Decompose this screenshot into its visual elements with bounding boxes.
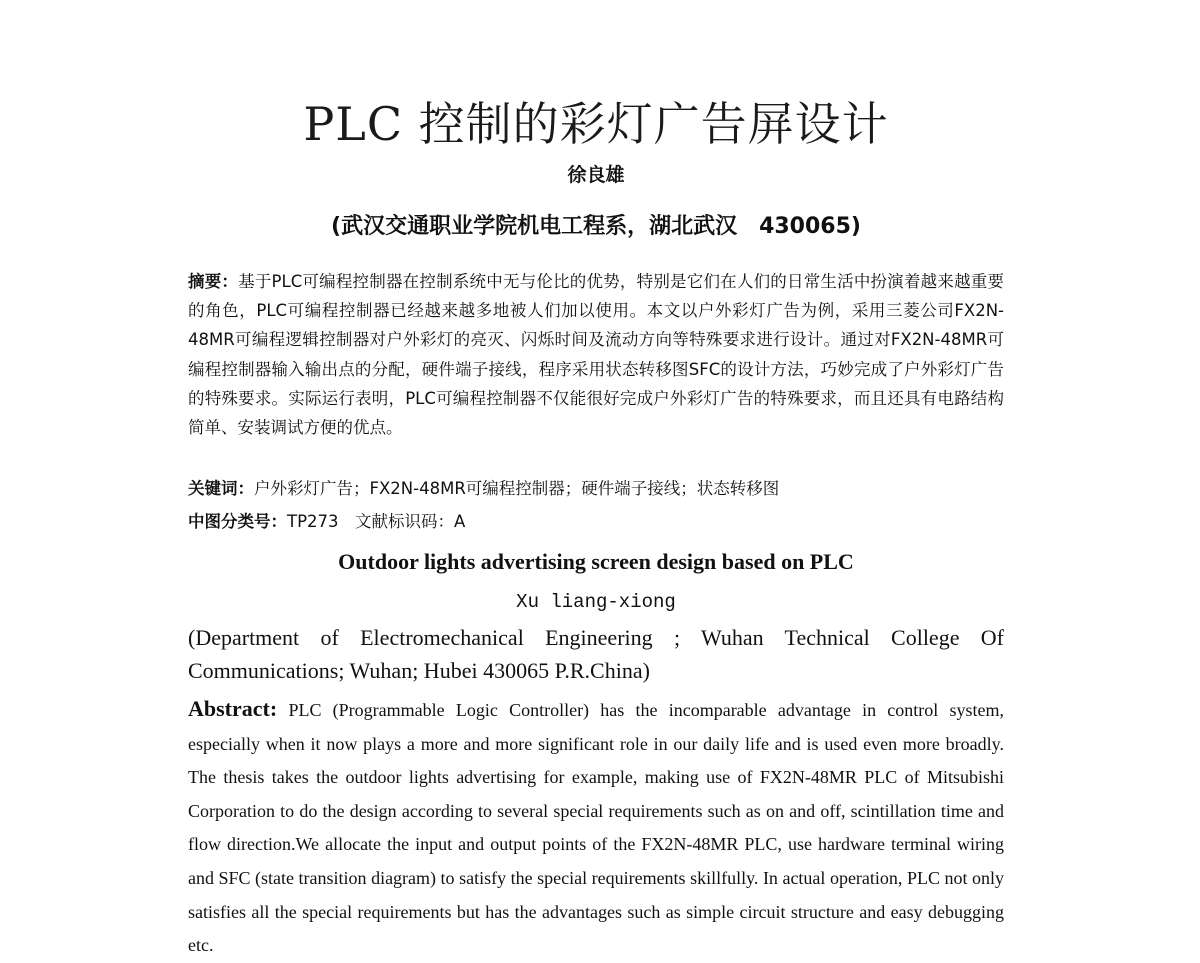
abstract-cn (188, 267, 1004, 442)
author-name-en: Xu liang-xiong (516, 591, 676, 613)
abstract-cn-label: 摘要： (188, 272, 239, 291)
affiliation-en: (Department of Electromechanical Engineering ; Wuhan Technical College Of Communications; Wuhan; Hubei 430065 P.R.China) (188, 625, 1004, 683)
author-name-cn: 徐良雄 (567, 164, 625, 186)
abstract-en-label: Abstract: (188, 696, 278, 721)
classification-cn-label: 中图分类号： (188, 512, 287, 531)
classification-cn (188, 509, 1004, 535)
affiliation-cn: (武汉交通职业学院机电工程系，湖北武汉 430065) (331, 214, 861, 239)
keywords-cn-text: 户外彩灯广告；FX2N-48MR可编程控制器；硬件端子接线；状态转移图 (254, 479, 780, 498)
abstract-en (188, 692, 1004, 963)
abstract-cn-text: 基于PLC可编程控制器在控制系统中无与伦比的优势，特别是它们在人们的日常生活中扮演着越来越重要的角色，PLC可编程控制器已经越来越多地被人们加以使用。本文以户外彩灯广告为例，采用三菱公司FX2N-48MR可编程逻辑控制器对户外彩灯的亮灭、闪烁时间及流动方向等特殊要求进行设计。通过对FX2N-48MR可编程控制器输入输出点的分配，硬件端子接线，程序采用状态转移图SFC的设计方法，巧妙完成了户外彩灯广告的特殊要求。实际运行表明，PLC可编程控制器不仅能很好完成户外彩灯广告的特殊要求，而且还具有电路结构简单、安装调试方便的优点。 (188, 272, 1005, 438)
paper-title-cn: PLC 控制的彩灯广告屏设计 (303, 97, 889, 151)
classification-cn-text: TP273 文献标识码：A (287, 512, 466, 531)
keywords-cn-label: 关键词： (188, 479, 254, 498)
keywords-cn (188, 476, 1004, 502)
paper-title-en: Outdoor lights advertising screen design based on PLC (338, 549, 854, 574)
abstract-en-text: PLC (Programmable Logic Controller) has the incomparable advantage in control system, especially when it now plays a more and more significant role in our daily life and is used even more broadly. The thesis takes the outdoor lights advertising for example, making use of FX2N-48MR PLC of Mitsubishi Corporation to do the design according to several special requirements such as on and off, scintillation time and flow direction.We allocate the input and output points of the FX2N-48MR PLC, use hardware terminal wiring and SFC (state transition diagram) to satisfy the special requirements skillfully. In actual operation, PLC not only satisfies all the special requirements but has the advantages such as simple circuit structure and easy debugging etc. (188, 700, 1005, 956)
